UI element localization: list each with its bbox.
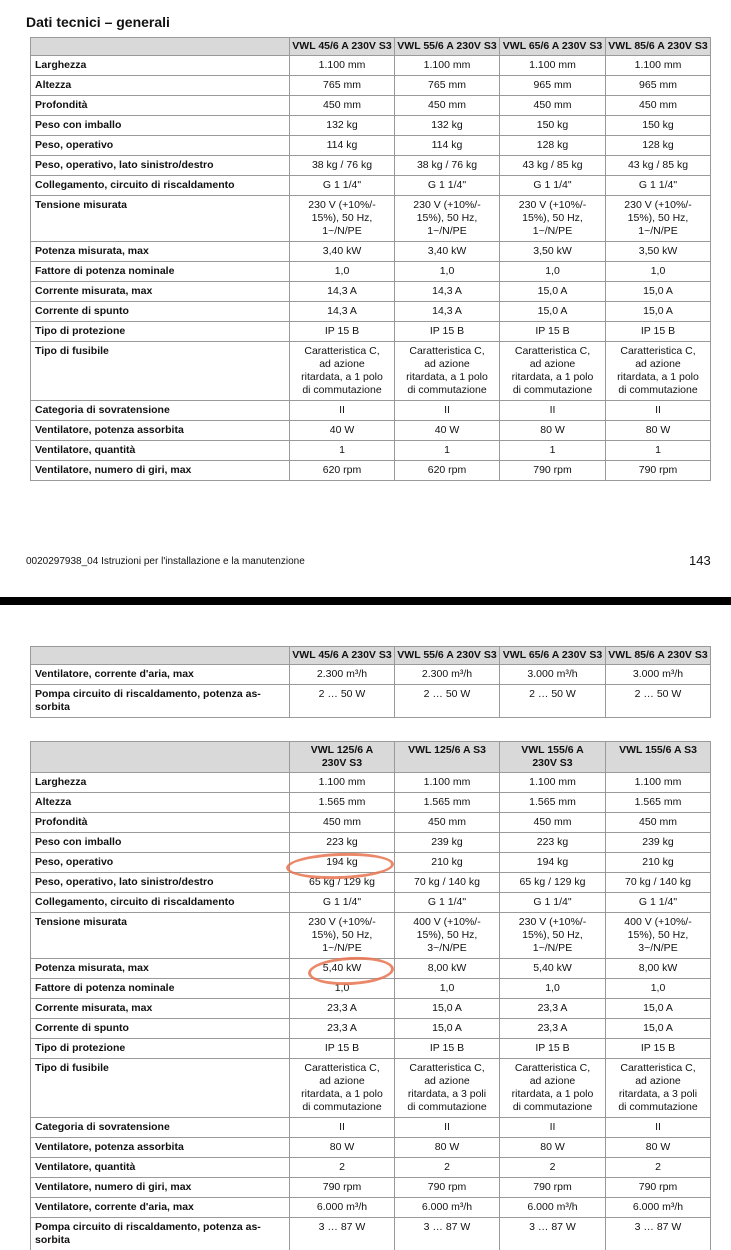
table-header-row [31, 647, 711, 665]
cell-value: IP 15 B [500, 1039, 606, 1059]
cell-value: 1,0 [395, 979, 500, 999]
cell-value: 1.565 mm [500, 793, 606, 813]
cell-value: 620 rpm [290, 461, 395, 481]
row-label: Tipo di protezione [31, 322, 290, 342]
specs-table-general [30, 37, 711, 481]
page-number: 143 [689, 553, 711, 568]
table-row [31, 76, 711, 96]
cell-value: II [395, 401, 500, 421]
cell-value: Caratteristica C, ad azione ritardata, a 1 polo di commutazione [500, 1059, 606, 1118]
cell-value: 1.100 mm [606, 773, 711, 793]
row-label: Potenza misurata, max [31, 242, 290, 262]
page-separator [0, 597, 731, 605]
cell-value: 194 kg [290, 853, 395, 873]
cell-value: 65 kg / 129 kg [290, 873, 395, 893]
row-label: Categoria di sovratensione [31, 1118, 290, 1138]
table-row [31, 873, 711, 893]
cell-value: 128 kg [606, 136, 711, 156]
table-row [31, 262, 711, 282]
column-header: VWL 125/6 A 230V S3 [290, 742, 395, 773]
cell-value: G 1 1/4" [395, 893, 500, 913]
row-label: Collegamento, circuito di riscaldamento [31, 176, 290, 196]
cell-value: IP 15 B [606, 1039, 711, 1059]
cell-value: 230 V (+10%/- 15%), 50 Hz, 1~/N/PE [500, 196, 606, 242]
cell-value: G 1 1/4" [290, 893, 395, 913]
cell-value: 40 W [290, 421, 395, 441]
section-title: Dati tecnici – generali [26, 14, 170, 30]
cell-value: 23,3 A [500, 999, 606, 1019]
cell-value: 1,0 [395, 262, 500, 282]
cell-value: 400 V (+10%/- 15%), 50 Hz, 3~/N/PE [395, 913, 500, 959]
cell-value: IP 15 B [290, 1039, 395, 1059]
cell-value: Caratteristica C, ad azione ritardata, a 1 polo di commutazione [500, 342, 606, 401]
table-row [31, 56, 711, 76]
cell-value: 23,3 A [290, 999, 395, 1019]
cell-value: 1,0 [606, 262, 711, 282]
row-label: Ventilatore, potenza assorbita [31, 421, 290, 441]
cell-value: 2 … 50 W [500, 685, 606, 718]
cell-value: 3,40 kW [290, 242, 395, 262]
cell-value: 450 mm [606, 813, 711, 833]
cell-value: IP 15 B [395, 322, 500, 342]
table-row [31, 813, 711, 833]
cell-value: 6.000 m³/h [395, 1198, 500, 1218]
row-label: Larghezza [31, 773, 290, 793]
column-header: VWL 85/6 A 230V S3 [606, 647, 711, 665]
row-label: Tensione misurata [31, 196, 290, 242]
cell-value: II [290, 401, 395, 421]
cell-value: 15,0 A [606, 1019, 711, 1039]
header-corner-cell [31, 647, 290, 665]
cell-value: II [606, 1118, 711, 1138]
cell-value: 1.100 mm [290, 56, 395, 76]
table-row [31, 959, 711, 979]
cell-value: II [500, 401, 606, 421]
cell-value: 70 kg / 140 kg [395, 873, 500, 893]
cell-value: 6.000 m³/h [606, 1198, 711, 1218]
cell-value: 2 [500, 1158, 606, 1178]
cell-value: G 1 1/4" [290, 176, 395, 196]
row-label: Tipo di protezione [31, 1039, 290, 1059]
table-row [31, 1198, 711, 1218]
cell-value: II [606, 401, 711, 421]
cell-value: 2 [606, 1158, 711, 1178]
cell-value: 1,0 [290, 262, 395, 282]
cell-value: 1.100 mm [500, 773, 606, 793]
column-header: VWL 155/6 A S3 [606, 742, 711, 773]
cell-value: 70 kg / 140 kg [606, 873, 711, 893]
cell-value: 14,3 A [290, 302, 395, 322]
cell-value: 1,0 [500, 262, 606, 282]
cell-value: 3,50 kW [500, 242, 606, 262]
cell-value: 1 [500, 441, 606, 461]
cell-value: 2 … 50 W [606, 685, 711, 718]
table-row [31, 1039, 711, 1059]
cell-value: 3 … 87 W [290, 1218, 395, 1250]
table-row [31, 1158, 711, 1178]
cell-value: 8,00 kW [395, 959, 500, 979]
cell-value: 15,0 A [500, 282, 606, 302]
cell-value: 1 [290, 441, 395, 461]
cell-value: 43 kg / 85 kg [606, 156, 711, 176]
header-corner-cell [31, 38, 290, 56]
cell-value: 400 V (+10%/- 15%), 50 Hz, 3~/N/PE [606, 913, 711, 959]
cell-value: 210 kg [606, 853, 711, 873]
row-label: Altezza [31, 76, 290, 96]
cell-value: 230 V (+10%/- 15%), 50 Hz, 1~/N/PE [500, 913, 606, 959]
cell-value: 2.300 m³/h [395, 665, 500, 685]
row-label: Ventilatore, numero di giri, max [31, 1178, 290, 1198]
cell-value: 38 kg / 76 kg [395, 156, 500, 176]
table-row [31, 685, 711, 718]
table-row [31, 1218, 711, 1250]
cell-value: 765 mm [395, 76, 500, 96]
row-label: Fattore di potenza nominale [31, 979, 290, 999]
cell-value: 1,0 [500, 979, 606, 999]
column-header: VWL 125/6 A S3 [395, 742, 500, 773]
cell-value: 3.000 m³/h [500, 665, 606, 685]
table-row [31, 461, 711, 481]
cell-value: G 1 1/4" [500, 176, 606, 196]
cell-value: 450 mm [606, 96, 711, 116]
cell-value: 1,0 [606, 979, 711, 999]
cell-value: 14,3 A [395, 302, 500, 322]
specs-table-continued [30, 646, 711, 718]
page-top [0, 0, 731, 597]
cell-value: IP 15 B [395, 1039, 500, 1059]
row-label: Tipo di fusibile [31, 1059, 290, 1118]
column-header: VWL 85/6 A 230V S3 [606, 38, 711, 56]
cell-value: 8,00 kW [606, 959, 711, 979]
row-label: Altezza [31, 793, 290, 813]
column-header: VWL 55/6 A 230V S3 [395, 38, 500, 56]
cell-value: 965 mm [606, 76, 711, 96]
column-header: VWL 155/6 A 230V S3 [500, 742, 606, 773]
cell-value: 3,40 kW [395, 242, 500, 262]
specs-table-large-models [30, 741, 711, 1250]
row-label: Corrente di spunto [31, 302, 290, 322]
cell-value: 150 kg [606, 116, 711, 136]
table-row [31, 979, 711, 999]
cell-value: 3 … 87 W [395, 1218, 500, 1250]
cell-value: 790 rpm [500, 1178, 606, 1198]
cell-value: 223 kg [500, 833, 606, 853]
table-row [31, 401, 711, 421]
table-header-row [31, 742, 711, 773]
cell-value: 450 mm [500, 813, 606, 833]
table-row [31, 302, 711, 322]
cell-value: Caratteristica C, ad azione ritardata, a 1 polo di commutazione [606, 342, 711, 401]
cell-value: 14,3 A [290, 282, 395, 302]
row-label: Tipo di fusibile [31, 342, 290, 401]
cell-value: 3.000 m³/h [606, 665, 711, 685]
cell-value: Caratteristica C, ad azione ritardata, a 3 poli di commutazione [606, 1059, 711, 1118]
cell-value: G 1 1/4" [606, 893, 711, 913]
cell-value: 790 rpm [606, 461, 711, 481]
table-row [31, 196, 711, 242]
cell-value: 15,0 A [606, 302, 711, 322]
footer-document-info: 0020297938_04 Istruzioni per l'installazione e la manutenzione [26, 556, 305, 567]
table-row [31, 156, 711, 176]
cell-value: 3 … 87 W [500, 1218, 606, 1250]
cell-value: G 1 1/4" [500, 893, 606, 913]
cell-value: 3,50 kW [606, 242, 711, 262]
cell-value: 450 mm [290, 96, 395, 116]
cell-value: 114 kg [290, 136, 395, 156]
cell-value: 3 … 87 W [606, 1218, 711, 1250]
row-label: Tensione misurata [31, 913, 290, 959]
cell-value: 239 kg [606, 833, 711, 853]
cell-value: 23,3 A [500, 1019, 606, 1039]
cell-value: 2 … 50 W [290, 685, 395, 718]
row-label: Peso, operativo [31, 136, 290, 156]
row-label: Larghezza [31, 56, 290, 76]
cell-value: 132 kg [290, 116, 395, 136]
row-label: Peso, operativo, lato sinistro/destro [31, 873, 290, 893]
table-row [31, 136, 711, 156]
cell-value: 80 W [290, 1138, 395, 1158]
cell-value: 765 mm [290, 76, 395, 96]
row-label: Peso con imballo [31, 116, 290, 136]
cell-value: 965 mm [500, 76, 606, 96]
cell-value: 450 mm [395, 96, 500, 116]
table-row [31, 913, 711, 959]
cell-value: 2.300 m³/h [290, 665, 395, 685]
cell-value: 23,3 A [290, 1019, 395, 1039]
cell-value: 223 kg [290, 833, 395, 853]
cell-value: 15,0 A [606, 282, 711, 302]
table-row [31, 1019, 711, 1039]
cell-value: 114 kg [395, 136, 500, 156]
cell-value: Caratteristica C, ad azione ritardata, a 1 polo di commutazione [395, 342, 500, 401]
column-header: VWL 45/6 A 230V S3 [290, 38, 395, 56]
cell-value: Caratteristica C, ad azione ritardata, a 3 poli di commutazione [395, 1059, 500, 1118]
row-label: Fattore di potenza nominale [31, 262, 290, 282]
row-label: Profondità [31, 813, 290, 833]
table-body [31, 56, 711, 481]
cell-value: G 1 1/4" [606, 176, 711, 196]
cell-value: 1.565 mm [395, 793, 500, 813]
cell-value: II [395, 1118, 500, 1138]
cell-value: 210 kg [395, 853, 500, 873]
cell-value: 230 V (+10%/- 15%), 50 Hz, 1~/N/PE [290, 913, 395, 959]
cell-value: 15,0 A [500, 302, 606, 322]
cell-value: 2 [395, 1158, 500, 1178]
header-corner-cell [31, 742, 290, 773]
table-row [31, 1138, 711, 1158]
cell-value: 43 kg / 85 kg [500, 156, 606, 176]
row-label: Peso, operativo [31, 853, 290, 873]
table-row [31, 441, 711, 461]
cell-value: 450 mm [395, 813, 500, 833]
column-header: VWL 55/6 A 230V S3 [395, 647, 500, 665]
row-label: Ventilatore, potenza assorbita [31, 1138, 290, 1158]
row-label: Profondità [31, 96, 290, 116]
cell-value: 1.565 mm [290, 793, 395, 813]
cell-value: 40 W [395, 421, 500, 441]
table-row [31, 773, 711, 793]
row-label: Corrente misurata, max [31, 999, 290, 1019]
table-row [31, 999, 711, 1019]
row-label: Peso con imballo [31, 833, 290, 853]
row-label: Ventilatore, quantità [31, 1158, 290, 1178]
cell-value: 790 rpm [606, 1178, 711, 1198]
row-label: Pompa circuito di riscaldamento, potenza as- sorbita [31, 685, 290, 718]
row-label: Ventilatore, quantità [31, 441, 290, 461]
table-row [31, 665, 711, 685]
table-row [31, 242, 711, 262]
table-row [31, 793, 711, 813]
cell-value: 194 kg [500, 853, 606, 873]
cell-value: 450 mm [290, 813, 395, 833]
row-label: Corrente di spunto [31, 1019, 290, 1039]
row-label: Ventilatore, numero di giri, max [31, 461, 290, 481]
cell-value: 620 rpm [395, 461, 500, 481]
cell-value: 5,40 kW [500, 959, 606, 979]
table-header-row [31, 38, 711, 56]
cell-value: 1.565 mm [606, 793, 711, 813]
cell-value: 230 V (+10%/- 15%), 50 Hz, 1~/N/PE [290, 196, 395, 242]
row-label: Categoria di sovratensione [31, 401, 290, 421]
table-row [31, 342, 711, 401]
cell-value: IP 15 B [606, 322, 711, 342]
column-header: VWL 65/6 A 230V S3 [500, 647, 606, 665]
cell-value: 790 rpm [500, 461, 606, 481]
table-row [31, 1178, 711, 1198]
row-label: Ventilatore, corrente d'aria, max [31, 665, 290, 685]
cell-value: 80 W [606, 421, 711, 441]
row-label: Potenza misurata, max [31, 959, 290, 979]
cell-value: 1.100 mm [395, 773, 500, 793]
table-row [31, 1118, 711, 1138]
cell-value: Caratteristica C, ad azione ritardata, a 1 polo di commutazione [290, 342, 395, 401]
table-row [31, 96, 711, 116]
cell-value: 80 W [500, 421, 606, 441]
cell-value: 128 kg [500, 136, 606, 156]
cell-value: 230 V (+10%/- 15%), 50 Hz, 1~/N/PE [395, 196, 500, 242]
column-header: VWL 65/6 A 230V S3 [500, 38, 606, 56]
cell-value: G 1 1/4" [395, 176, 500, 196]
cell-value: 2 … 50 W [395, 685, 500, 718]
cell-value: Caratteristica C, ad azione ritardata, a 1 polo di commutazione [290, 1059, 395, 1118]
table-row [31, 833, 711, 853]
cell-value: II [290, 1118, 395, 1138]
cell-value: 150 kg [500, 116, 606, 136]
cell-value: 15,0 A [395, 999, 500, 1019]
cell-value: 1.100 mm [290, 773, 395, 793]
table-row [31, 282, 711, 302]
row-label: Pompa circuito di riscaldamento, potenza as- sorbita [31, 1218, 290, 1250]
cell-value: 6.000 m³/h [500, 1198, 606, 1218]
cell-value: 1 [395, 441, 500, 461]
cell-value: 65 kg / 129 kg [500, 873, 606, 893]
table-row [31, 176, 711, 196]
row-label: Corrente misurata, max [31, 282, 290, 302]
table-row [31, 116, 711, 136]
cell-value: 6.000 m³/h [290, 1198, 395, 1218]
row-label: Collegamento, circuito di riscaldamento [31, 893, 290, 913]
cell-value: 80 W [395, 1138, 500, 1158]
cell-value: 230 V (+10%/- 15%), 50 Hz, 1~/N/PE [606, 196, 711, 242]
table-row [31, 322, 711, 342]
cell-value: II [500, 1118, 606, 1138]
row-label: Ventilatore, corrente d'aria, max [31, 1198, 290, 1218]
row-label: Peso, operativo, lato sinistro/destro [31, 156, 290, 176]
cell-value: 15,0 A [395, 1019, 500, 1039]
cell-value: 14,3 A [395, 282, 500, 302]
cell-value: 2 [290, 1158, 395, 1178]
cell-value: 790 rpm [395, 1178, 500, 1198]
cell-value: IP 15 B [290, 322, 395, 342]
cell-value: 450 mm [500, 96, 606, 116]
table-row [31, 893, 711, 913]
table-row [31, 421, 711, 441]
cell-value: 38 kg / 76 kg [290, 156, 395, 176]
page-bottom [0, 605, 731, 1250]
cell-value: 5,40 kW [290, 959, 395, 979]
table-body [31, 773, 711, 1250]
table-row [31, 853, 711, 873]
table-row [31, 1059, 711, 1118]
cell-value: 15,0 A [606, 999, 711, 1019]
cell-value: 1.100 mm [606, 56, 711, 76]
cell-value: IP 15 B [500, 322, 606, 342]
cell-value: 132 kg [395, 116, 500, 136]
cell-value: 1,0 [290, 979, 395, 999]
cell-value: 80 W [606, 1138, 711, 1158]
cell-value: 1 [606, 441, 711, 461]
table-body [31, 665, 711, 718]
column-header: VWL 45/6 A 230V S3 [290, 647, 395, 665]
cell-value: 790 rpm [290, 1178, 395, 1198]
cell-value: 1.100 mm [395, 56, 500, 76]
cell-value: 239 kg [395, 833, 500, 853]
cell-value: 80 W [500, 1138, 606, 1158]
cell-value: 1.100 mm [500, 56, 606, 76]
